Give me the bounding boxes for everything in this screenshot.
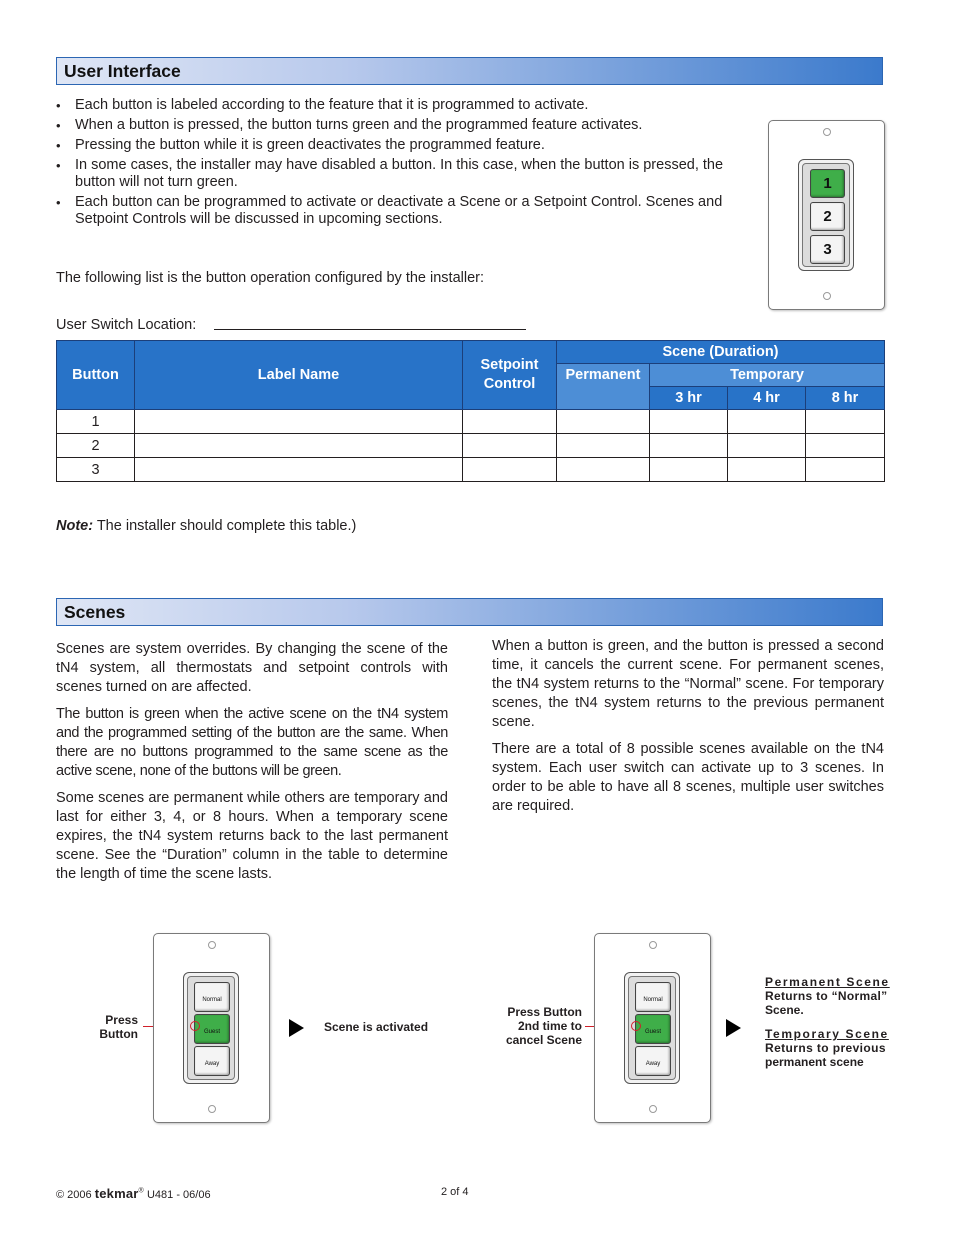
- section-title: Scenes: [64, 602, 126, 622]
- row-button-number: 3: [57, 458, 135, 482]
- header-label-name: Label Name: [135, 341, 463, 410]
- switch-button-3[interactable]: 3: [810, 235, 845, 264]
- tekmar-logo: [95, 1186, 144, 1201]
- switch-button-1[interactable]: 1: [810, 169, 845, 198]
- switch-plate-cancel: [594, 933, 711, 1123]
- label-line: Press: [105, 1013, 138, 1027]
- cell-3hr[interactable]: [650, 410, 728, 434]
- section-title: User Interface: [64, 61, 181, 81]
- cell-8hr[interactable]: [806, 458, 885, 482]
- switch-location-line: [214, 329, 526, 330]
- paragraph: Some scenes are permanent while others are temporary and last for either 3, 4, or 8 hours. When a temporary scene expires, the tN4 system returns back to the last permanent scene. See the “Duration” column in the table to determine the length of time the scene lasts.: [56, 790, 448, 882]
- label-line: cancel Scene: [505, 1033, 582, 1047]
- press-button-label: [96, 1013, 138, 1041]
- paragraph: When a button is green, and the button is pressed a second time, it cancels the current scene. For permanent scenes, the tN4 system returns to the “Normal” scene. For temporary scenes, the tN4 system returns to the previous permanent scene.: [492, 638, 884, 730]
- paragraph: There are a total of 8 possible scenes available on the tN4 system. Each user switch can activate up to 3 scenes. In order to be able to have all 8 scenes, multiple user switches are required.: [492, 741, 884, 814]
- scenes-right-column: [492, 637, 884, 824]
- button-frame-inner: [802, 163, 850, 267]
- switch-button-normal[interactable]: [635, 982, 671, 1012]
- label-line: 2nd time to: [517, 1019, 582, 1033]
- table-row: [57, 458, 885, 482]
- button-label: Away: [645, 1061, 661, 1067]
- label-line: Button: [99, 1027, 138, 1041]
- cell-setpoint[interactable]: [463, 458, 557, 482]
- button-operation-table: [56, 340, 885, 482]
- button-frame: [798, 159, 854, 271]
- button-label: Away: [204, 1061, 220, 1067]
- header-button: Button: [57, 341, 135, 410]
- switch-button-guest[interactable]: [635, 1014, 671, 1044]
- label-line: Press Button: [507, 1005, 582, 1019]
- screw-icon: [208, 1105, 216, 1113]
- note-prefix: Note:: [56, 518, 94, 534]
- table-intro: The following list is the button operation configured by the installer:: [56, 270, 484, 286]
- button-label: Guest: [203, 1029, 220, 1035]
- switch-button-2[interactable]: 2: [810, 202, 845, 231]
- header-setpoint-control: Setpoint Control: [463, 341, 557, 410]
- paragraph: Scenes are system overrides. By changing the scene of the tN4 system, all thermostats and setpoint controls with scenes turned on are affected.: [56, 641, 448, 695]
- cell-4hr[interactable]: [728, 410, 806, 434]
- button-label: Normal: [643, 997, 663, 1003]
- scene-activated-label: Scene is activated: [324, 1020, 429, 1034]
- screw-icon: [823, 128, 831, 136]
- section-header-user-interface: [56, 57, 883, 85]
- bullet-item: • Pressing the button while it is green deactivates the programmed feature.: [56, 137, 746, 154]
- row-button-number: 1: [57, 410, 135, 434]
- press-indicator-icon: [190, 1021, 200, 1031]
- press-second-time-label: [496, 1005, 582, 1047]
- table-note: [56, 518, 356, 534]
- logo-mark: ®: [138, 1187, 144, 1195]
- arrow-right-icon: [726, 1019, 741, 1037]
- switch-location-label: User Switch Location:: [56, 317, 197, 333]
- note-text: The installer should complete this table.): [93, 518, 357, 534]
- screw-icon: [649, 941, 657, 949]
- header-3hr: 3 hr: [650, 387, 728, 410]
- screw-icon: [649, 1105, 657, 1113]
- bullet-item: • Each button is labeled according to the feature that it is programmed to activate.: [56, 97, 746, 114]
- scenes-left-column: [56, 640, 448, 892]
- bullet-item: • When a button is pressed, the button turns green and the programmed feature activates.: [56, 117, 746, 134]
- temporary-scene-note: [765, 1027, 897, 1069]
- cell-setpoint[interactable]: [463, 434, 557, 458]
- screw-icon: [208, 941, 216, 949]
- switch-button-guest[interactable]: [194, 1014, 230, 1044]
- user-switch-plate: [768, 120, 885, 310]
- header-8hr: 8 hr: [806, 387, 885, 410]
- cell-permanent[interactable]: [557, 410, 650, 434]
- switch-button-away[interactable]: [194, 1046, 230, 1076]
- header-scene-duration: Scene (Duration): [557, 341, 885, 364]
- switch-button-away[interactable]: [635, 1046, 671, 1076]
- temporary-scene-line: Returns to previous: [765, 1041, 886, 1055]
- cell-4hr[interactable]: [728, 458, 806, 482]
- temporary-scene-line: permanent scene: [765, 1055, 864, 1069]
- screw-icon: [823, 292, 831, 300]
- cell-label-name[interactable]: [135, 458, 463, 482]
- header-4hr: 4 hr: [728, 387, 806, 410]
- copyright: © 2006: [56, 1189, 92, 1201]
- permanent-scene-line: Returns to “Normal”: [765, 989, 888, 1003]
- section-header-scenes: [56, 598, 883, 626]
- switch-plate-activate: [153, 933, 270, 1123]
- permanent-scene-line: Scene.: [765, 1003, 804, 1017]
- bullet-item: • In some cases, the installer may have disabled a button. In this case, when the button is pressed, the button will not turn green.: [56, 157, 746, 191]
- cell-4hr[interactable]: [728, 434, 806, 458]
- cell-3hr[interactable]: [650, 434, 728, 458]
- bullet-list: [56, 97, 746, 231]
- cell-8hr[interactable]: [806, 434, 885, 458]
- footer-left: [56, 1186, 211, 1201]
- permanent-scene-note: [765, 975, 897, 1017]
- table-row: [57, 434, 885, 458]
- document-code: U481 - 06/06: [146, 1189, 211, 1201]
- header-temporary: Temporary: [650, 364, 885, 387]
- row-button-number: 2: [57, 434, 135, 458]
- table-row: [57, 410, 885, 434]
- cell-label-name[interactable]: [135, 434, 463, 458]
- press-indicator-icon: [631, 1021, 641, 1031]
- switch-button-normal[interactable]: [194, 982, 230, 1012]
- cell-label-name[interactable]: [135, 410, 463, 434]
- paragraph: The button is green when the active scene on the tN4 system and the programmed setting of the button are the same. When there are no buttons programmed to the same scene as the active scene, none of the buttons will be green.: [56, 706, 448, 779]
- header-permanent: Permanent: [557, 364, 650, 410]
- cell-8hr[interactable]: [806, 410, 885, 434]
- cell-permanent[interactable]: [557, 458, 650, 482]
- logo-text: tekmar: [94, 1186, 139, 1201]
- arrow-right-icon: [289, 1019, 304, 1037]
- cell-3hr[interactable]: [650, 458, 728, 482]
- permanent-scene-title: Permanent Scene: [765, 975, 890, 989]
- cell-setpoint[interactable]: [463, 410, 557, 434]
- button-label: Guest: [644, 1029, 661, 1035]
- page-number: 2 of 4: [441, 1186, 469, 1198]
- button-label: Normal: [202, 997, 222, 1003]
- cell-permanent[interactable]: [557, 434, 650, 458]
- temporary-scene-title: Temporary Scene: [765, 1027, 889, 1041]
- bullet-item: • Each button can be programmed to activate or deactivate a Scene or a Setpoint Control. Scenes and Setpoint Controls will be discussed in upcoming sections.: [56, 194, 746, 228]
